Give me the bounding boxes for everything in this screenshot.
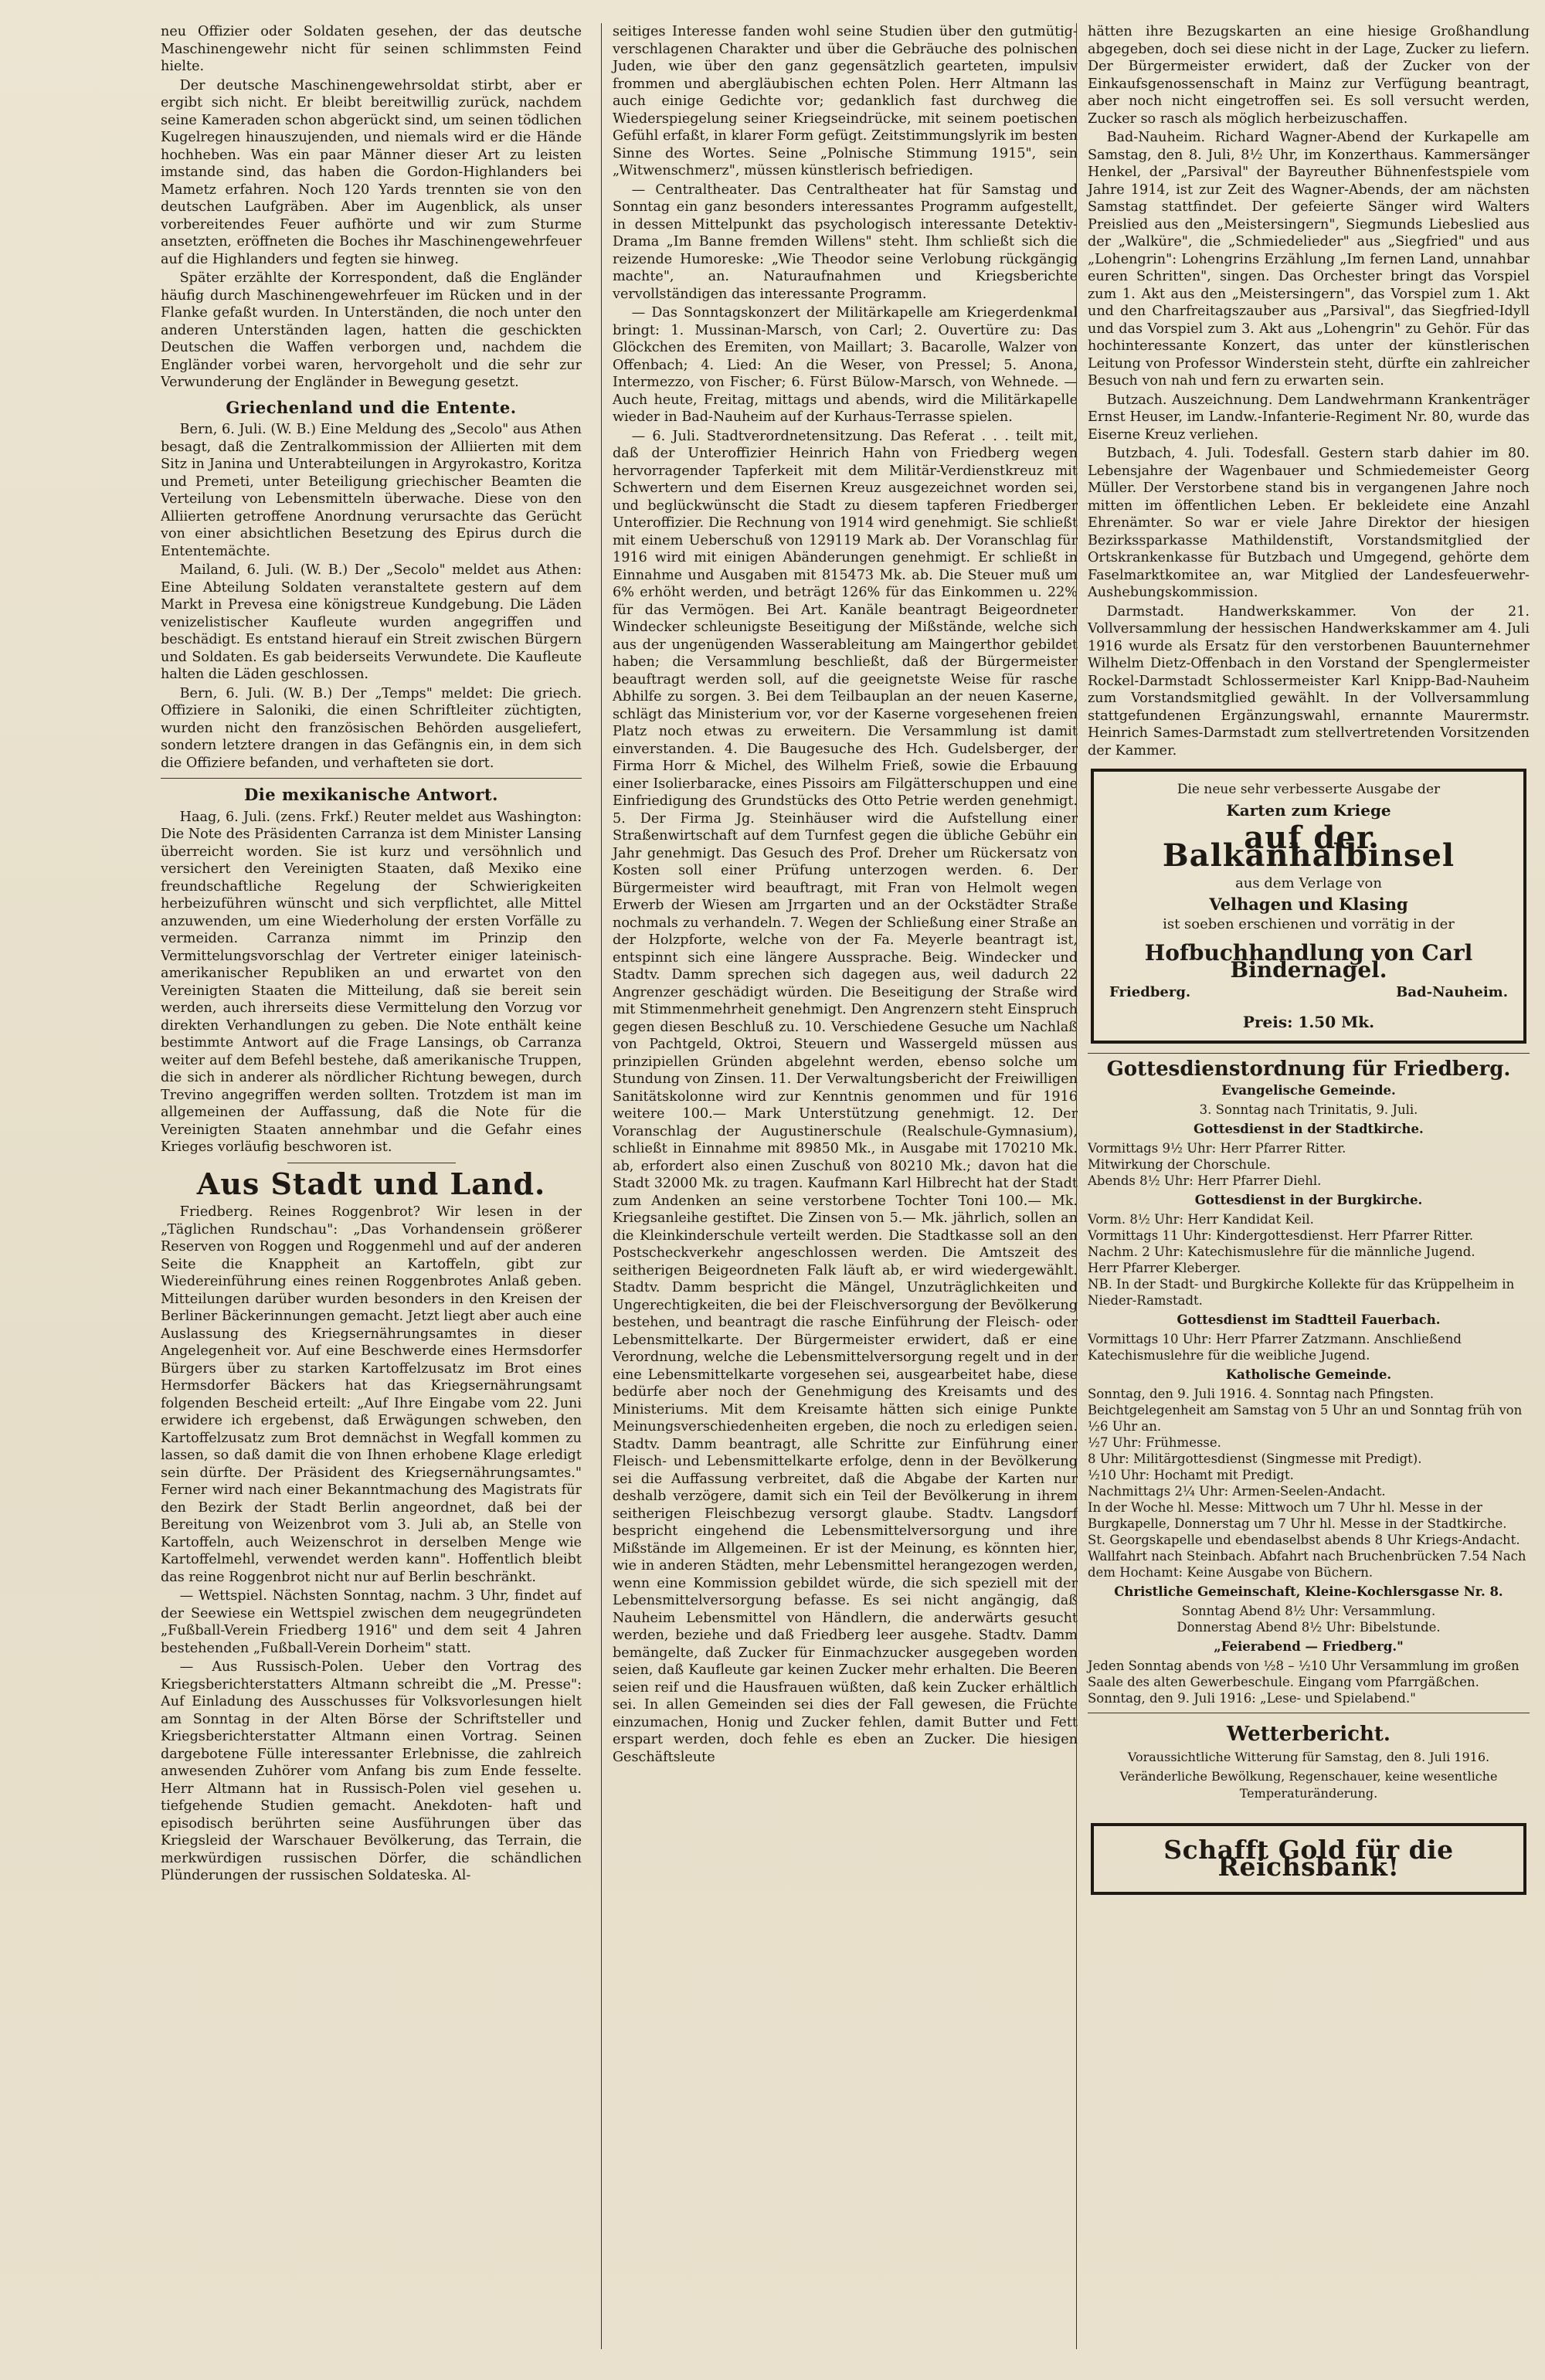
schedule-line: ½7 Uhr: Frühmesse. [1088,1434,1221,1450]
schedule-line: 3. Sonntag nach Trinitatis, 9. Juli. [1199,1102,1418,1117]
schedule-line: Abends 8½ Uhr: Herr Pfarrer Diehl. [1088,1173,1322,1188]
schedule-title: Gottesdienstordnung für Friedberg. [1106,1057,1511,1081]
schedule-subheading: Katholische Gemeinde. [1225,1367,1392,1382]
schedule-line: Herr Pfarrer Kleberger. [1088,1260,1241,1275]
ad-price: Preis: 1.50 Mk. [1242,1013,1375,1031]
article-text: — Das Sonntagskonzert der Militärkapelle am Kriegerdenkmal bringt: 1. Mussinan-Marsch, von Carl; 2. Ouvertüre zu: Das Glöckchen des Eremiten, von Maillart; 3. Bacarolle, Walzer von Offenbach; 4. Lied: An die Weser, von Pressel; 5. Anona, Intermezzo, von Fischer; 6. Fürst Bülow-Marsch, von Wehnede. — Auch heute, Freitag, mittags und abends, wird die Militärkapelle wieder in Bad-Nauheim auf der Kurhaus-Terrasse spielen. [613,305,1078,425]
column-3 [1076,23,1530,2349]
article-text: Mailand, 6. Juli. (W. B.) Der „Secolo" meldet aus Athen: Eine Abteilung Soldaten veranstaltete gestern auf dem Markt in Prevesa eine königstreue Kundgebung. Die Läden venizelistischer Kaufleute wurden angegriffen und beschädigt. Es entstand hierauf ein Streit zwischen Bürgern und Soldaten. Es gab beiderseits Verwundete. Die Kaufleute halten die Läden geschlossen. [161,562,582,682]
ad-line: Die neue sehr verbesserte Ausgabe der [1177,782,1441,797]
article-text: Bern, 6. Juli. (W. B.) Der „Temps" meldet: Die griech. Offiziere in Saloniki, die einen Schriftleiter züchtigten, wurden nicht den französischen Behörden ausgeliefert, sondern letztere drangen in das Gefängnis ein, in dem sich die Offiziere befanden, und verhafteten sie dort. [161,685,582,771]
article-text: Der deutsche Maschinengewehrsoldat stirbt, aber er ergibt sich nicht. Er bleibt bereitwillig zurück, nachdem seine Kameraden schon abgerückt sind, um seinen tödlichen Kugelregen hinauszujenden, und niemals wird er die Hände hochheben. Was ein paar Männer dieser Art zu leisten imstande sind, das haben die Gordon-Highlanders bei Mametz erfahren. Noch 120 Yards trennten sie von den deutschen Laufgräben. Aber im Augenblick, als unser vorbereitendes Feuer aufhörte und wir zum Sturme ansetzten, eröffneten die Boches ihr Maschinengewehrfeuer auf die Highlanders und fegten sie hinweg. [161,77,582,267]
column-1 [161,23,582,2349]
ad-line: Hofbuchhandlung von Carl Bindernagel. [1144,939,1473,983]
ad-line: Karten zum Kriege [1226,800,1391,820]
ad-line: aus dem Verlage von [1235,875,1382,891]
article-text: neu Offizier oder Soldaten gesehen, der das deutsche Maschinengewehr nicht für seinen schlimmsten Feind hielte. [161,24,582,74]
article-text: Bad-Nauheim. Richard Wagner-Abend der Kurkapelle am Samstag, den 8. Juli, 8½ Uhr, im Konzerthaus. Kammersänger Henkel, der „Parsival" der Bayreuther Bühnenfestspiele vom Jahre 1914, ist zur Zeit des Wagner-Abends, der am nächsten Samstag stattfindet. Der gefeierte Sänger wird Walters Preislied aus den „Meistersingern", Siegmunds Liebeslied aus der „Walküre", die „Schmiedelieder" aus „Siegfried" und aus „Lohengrin": Lohengrins Erzählung „Im fernen Land, unnahbar euren Schritten", singen. Das Orchester bringt das Vorspiel zum 1. Akt aus den „Meistersingern", das Vorspiel zum 1. Akt und den Charfreitagszauber aus „Parsival", das Siegfried-Idyll und das Vorspiel zum 3. Akt aus „Lohengrin" zu Gehör. Für das hochinteressante Konzert, das unter der künstlerischen Leitung von Professor Winderstein steht, dürfte ein zahlreicher Besuch von nah und fern zu erwarten sein. [1088,130,1530,389]
article-text: Friedberg. Reines Roggenbrot? Wir lesen in der „Täglichen Rundschau": „Das Vorhandensein größerer Reserven von Roggen und Roggenmehl und auf der anderen Seite die Knappheit an Kartoffeln, gibt zur Wiedereinführung eines reinen Roggenbrotes Anlaß geben. Mitteilungen darüber wurden besonders in den Kreisen der Berliner Bäckerinnungen gemacht. Jetzt liegt aber auch eine Auslassung des Kriegsernährungsamtes in dieser Angelegenheit vor. Auf eine Beschwerde eines Hermsdorfer Bürgers über zu starken Kartoffelzusatz im Brot eines Hermsdorfer Bäckers hat das Kriegsernährungsamt folgenden Bescheid erteilt: „Auf Ihre Eingabe vom 22. Juni erwidere ich ergebenst, daß Erwägungen schweben, den Kartoffelzusatz zum Brot demnächst in Wegfall kommen zu lassen, so daß damit die von Ihnen erhobene Klage erledigt sein dürfte. Der Präsident des Kriegsernährungsamtes." Ferner wird nach einer Bekanntmachung des Magistrats für den Bezirk der Stadt Berlin angeordnet, daß bei der Bereitung von Weizenbrot vom 3. Juli ab, an Stelle von Kartoffeln, auch Weizenschrot in derselben Menge wie Kartoffelmehl, verwendet werden kann". Hoffentlich bleibt das reine Roggenbrot nicht nur auf Berlin beschränkt. [161,1204,582,1585]
article-text: Butzbach, 4. Juli. Todesfall. Gestern starb dahier im 80. Lebensjahre der Wagenbauer und Schmiedemeister Georg Müller. Der Verstorbene stand bis in vergangenen Jahre noch mitten im öffentlichen Leben. Er bekleidete eine Anzahl Ehrenämter. So war er viele Jahre Direktor der hiesigen Bezirkssparkasse Mathildenstift, Vorstandsmitglied der Ortskrankenkasse für Butzbach und Umgegend, gehörte dem Faselmarktkomitee an, war Mitglied der Landesfeuerwehr-Aushebungskommission. [1088,446,1530,600]
ad-location: Friedberg. [1109,983,1191,1000]
weather-report [1088,1722,1530,1803]
schedule-line: Vorm. 8½ Uhr: Herr Kandidat Keil. [1088,1211,1314,1227]
schedule-line: Sonntag, den 9. Juli 1916: „Lese- und Spielabend." [1088,1690,1416,1706]
article-text: Butzach. Auszeichnung. Dem Landwehrmann Krankenträger Ernst Heuser, im Landw.-Infanterie-Regiment Nr. 80, wurde das Eiserne Kreuz verliehen. [1088,392,1530,443]
schedule-line: Donnerstag Abend 8½ Uhr: Bibelstunde. [1177,1619,1441,1635]
reichsbank-appeal-box: Schafft Gold für die Reichsbank! [1091,1823,1526,1895]
schedule-subheading: Gottesdienst in der Burgkirche. [1194,1192,1423,1207]
ad-line: Velhagen und Klasing [1209,894,1408,914]
article-text: — Aus Russisch-Polen. Ueber den Vortrag des Kriegsberichterstatters Altmann schreibt die „M. Presse": Auf Einladung des Ausschusses für Volksvorlesungen hielt am Sonntag in der Alten Börse der Schriftsteller und Kriegsberichterstatter Altmann einen Vortrag. Seinen dargebotene Fülle interessanter Erlebnisse, die zahlreich anwesenden Zuhörer vom Anfang bis zum Ende fesselte. Herr Altmann hat in Russisch-Polen viel gesehen u. tiefgehende Studien gemacht. Anekdoten- haft und episodisch berührten seine Ausführungen über das Kriegsleid der Warschauer Bevölkerung, das Terrain, die merkwürdigen russischen Dörfer, die schändlichen Plünderungen der russischen Soldateska. Al- [161,1659,582,1883]
schedule-subheading: Gottesdienst in der Stadtkirche. [1194,1121,1424,1136]
schedule-line: NB. In der Stadt- und Burgkirche Kollekte für das Krüppelheim in Nieder-Ramstadt. [1088,1276,1515,1308]
schedule-line: Jeden Sonntag abends von ½8 – ½10 Uhr Versammlung im großen Saale des alten Gewerbeschule. Eingang vom Pfarrgäßchen. [1088,1658,1520,1689]
ad-headline: auf der Balkanhalbinsel [1162,820,1455,874]
divider [1088,1053,1530,1054]
article-text: Haag, 6. Juli. (zens. Frkf.) Reuter meldet aus Washington: Die Note des Präsidenten Carranza ist dem Minister Lansing überreicht worden. Sie ist kurz und versöhnlich und versichert den Vereinigten Staaten, daß Mexiko eine freundschaftliche Regelung der Schwierigkeiten herbeizuführen wünscht und sich verpflichtet, alle Mittel anzuwenden, um eine Wiederholung der ersten Vorfälle zu vermeiden. Carranza nimmt im Prinzip den Vermittelungsvorschlag der Vertreter einiger lateinisch-amerikanischer Republiken an und erwartet von den Vereinigten Staaten die Mitteilung, daß sie bereit sein werden, auch ihrerseits diese Vermittelung den Vorzug vor direkten Verhandlungen zu geben. Die Note enthält keine bestimmte Antwort auf die Frage Lansings, ob Carranza weiter auf dem Befehl bestehe, daß amerikanische Truppen, die sich in anderer als nördlicher Richtung bewegen, durch Trevino angegriffen werden sollten. Trotzdem ist man im allgemeinen der Auffassung, daß die Note für die Vereinigten Staaten annehmbar und die Gefahr eines Krieges vorläufig beschworen ist. [161,809,582,1155]
schedule-line: 8 Uhr: Militärgottesdienst (Singmesse mit Predigt). [1088,1451,1422,1466]
schedule-line: Vormittags 11 Uhr: Kindergottesdienst. Herr Pfarrer Ritter. [1088,1227,1474,1243]
schedule-line: Mitwirkung der Chorschule. [1088,1156,1271,1172]
ad-line: ist soeben erschienen und vorrätig in der [1163,916,1455,932]
schedule-line: Vormittags 10 Uhr: Herr Pfarrer Zatzmann. Anschließend Katechismuslehre für die weibliche Jugend. [1088,1331,1462,1363]
section-heading: Griechenland und die Entente. [226,397,517,417]
schedule-subheading: Christliche Gemeinschaft, Kleine-Kochlersgasse Nr. 8. [1114,1584,1503,1599]
article-text: — Wettspiel. Nächsten Sonntag, nachm. 3 Uhr, findet auf der Seewiese ein Wettspiel zwischen dem neugegründeten „Fußball-Verein Friedberg 1916" und dem seit 4 Jahren bestehenden „Fußball-Verein Dorheim" statt. [161,1588,582,1656]
article-text: Später erzählte der Korrespondent, daß die Engländer häufig durch Maschinengewehrfeuer im Rücken und in der Flanke gefaßt wurden. In Unterständen, die noch unter den anderen Unterständen lagen, hatten die geschickten Deutschen die Waffen verborgen und, nachdem die Engländer vorbei waren, hervorgeholt und die sehr zur Verwunderung der Engländer in Bewegung gesetzt. [161,270,582,390]
weather-line: Veränderliche Bewölkung, Regenschauer, keine wesentliche Temperaturänderung. [1119,1768,1498,1801]
schedule-subheading: „Feierabend — Friedberg." [1214,1638,1404,1654]
advertisement-balkan-map [1091,769,1526,1044]
schedule-subheading: Evangelische Gemeinde. [1221,1082,1396,1098]
schedule-line: ½10 Uhr: Hochamt mit Predigt. [1088,1467,1294,1482]
ad-location: Bad-Nauheim. [1396,983,1508,1000]
schedule-line: Wallfahrt nach Steinbach. Abfahrt nach Bruchenbrücken 7.54 Nach dem Hochamt: Keine Ausgabe von Büchern. [1088,1548,1526,1580]
column-2 [601,23,1078,2349]
article-text: — Centraltheater. Das Centraltheater hat für Samstag und Sonntag ein ganz besonders interessantes Programm aufgestellt, in dessen Mittelpunkt das psychologisch interessante Detektiv-Drama „Im Banne fremden Willens" steht. Ihm schließt sich die reizende Humoreske: „Wie Theodor seine Verlobung rückgängig machte", an. Naturaufnahmen und Kriegsberichte vervollständigen das interessante Programm. [613,182,1078,302]
weather-line: Voraussichtliche Witterung für Samstag, den 8. Juli 1916. [1127,1750,1490,1764]
article-text: Bern, 6. Juli. (W. B.) Eine Meldung des „Secolo" aus Athen besagt, daß die Zentralkommission der Alliierten mit dem Sitz in Janina und Unterabteilungen in Argyrokastro, Koritza und Premeti, unter Beteiligung griechischer Beamten die Verteilung von Lebensmitteln überwache. Diese von den Alliierten getroffene Anordnung verursachte das Gerücht von einer absichtlichen Besetzung des Epirus durch die Ententemächte. [161,422,582,559]
schedule-line: St. Georgskapelle und ebendaselbst abends 8 Uhr Kriegs-Andacht. [1088,1532,1520,1547]
section-title: Aus Stadt und Land. [196,1166,546,1201]
schedule-line: Nachm. 2 Uhr: Katechismuslehre für die männliche Jugend. [1088,1244,1475,1259]
church-schedule [1088,1057,1530,1706]
schedule-line: In der Woche hl. Messe: Mittwoch um 7 Uhr hl. Messe in der Burgkapelle, Donnerstag um 7 Uhr hl. Messe in der Stadtkirche. [1088,1499,1507,1531]
article-text: seitiges Interesse fanden wohl seine Studien über den gutmütig-verschlagenen Charakter und über die Gebräuche des polnischen Juden, wie über den ganz gegensätzlich gearteten, impulsiv frommen und abergläubischen echten Polen. Herr Altmann las auch einige Gedichte vor; gedanklich fast durchweg die Wiederspiegelung seiner Kriegseindrücke, mit seinem poetischen Gefühl erfaßt, in klarer Form gefügt. Zeitstimmungslyrik im besten Sinne des Wortes. Seine „Polnische Stimmung 1915", sein „Witwenschmerz", müssen künstlerisch befriedigen. [613,24,1078,178]
schedule-line: Sonntag, den 9. Juli 1916. 4. Sonntag nach Pfingsten. [1088,1386,1435,1401]
schedule-subheading: Gottesdienst im Stadtteil Fauerbach. [1177,1312,1441,1327]
divider [161,778,582,779]
section-heading: Die mexikanische Antwort. [244,785,498,804]
ad-locations [1102,984,1516,1002]
schedule-line: Sonntag Abend 8½ Uhr: Versammlung. [1181,1603,1436,1618]
schedule-line: Vormittags 9½ Uhr: Herr Pfarrer Ritter. [1088,1140,1346,1156]
schedule-line: Nachmittags 2¼ Uhr: Armen-Seelen-Andacht. [1088,1483,1386,1499]
article-text: — 6. Juli. Stadtverordnetensitzung. Das Referat . . . teilt mit, daß der Unteroffizier Heinrich Hahn von Friedberg wegen hervorragender Tapferkeit mit dem Militär-Verdienstkreuz mit Schwertern und dem Eisernen Kreuz ausgezeichnet worden sei, und beglückwünscht die Stadt zu diesem tapferen Friedberger Unteroffizier. Die Rechnung von 1914 wird genehmigt. Sie schließt mit einem Ueberschuß von 129119 Mark ab. Der Voranschlag für 1916 wird mit einigen Abänderungen genehmigt. Er schließt in Einnahme und Ausgaben mit 815473 Mk. ab. Die Steuer muß um 6% erhöht werden, und beträgt 126% für das Einkommen u. 22% für das Vermögen. Bei Art. Kanäle beantragt Beigeordneter Windecker schleunigste Beseitigung der Mißstände, welche sich aus der ungenügenden Wasserableitung am Maingerthor gebildet haben; die Versammlung beschließt, daß der Bürgermeister beauftragt werden soll, auf die geeignetste Weise für rasche Abhilfe zu sorgen. 3. Bei dem Teilbauplan an der neuen Kaserne, schlägt das Ministerium vor, vor der Kaserne vorgesehenen freien Platz noch etwas zu erweitern. Die Versammlung ist damit einverstanden. 4. Die Baugesuche des Hch. Gudelsberger, der Firma Horr & Michel, des Wilhelm Frieß, sowie die Erbauung einer Isolierbaracke, eines Pissoirs am Filgätterschuppen und eine Einfriedigung des Grundstücks des Otto Petrie werden genehmigt. 5. Der Firma Jg. Steinhäuser wird die Aufstellung einer Straßenwirtschaft auf dem Turnfest gegen die übliche Gebühr ein Jahr genehmigt. Das Gesuch des Prof. Dreher um Rückersatz von Kosten soll einer Prüfung unterzogen werden. 6. Der Bürgermeister wird beauftragt, mit Fran von Helmolt wegen Erwerb der Wiesen am Jrrgarten und an der Ockstädter Straße nochmals zu verhandeln. 7. Wegen der Schließung einer Straße an der Holzpforte, welche von der Fa. Meyerle beantragt ist, entspinnt sich eine längere Aussprache. Beig. Windecker und Stadtv. Damm sprechen sich dagegen aus, weil dadurch 22 Angrenzer geschädigt würden. Die Beseitigung der Straße wird mit Stimmenmehrheit genehmigt. Den Angrenzern steht Einspruch gegen diesen Beschluß zu. 10. Verschiedene Gesuche um Nachlaß von Pachtgeld, Oktroi, Steuern und Wassergeld müssen aus prinzipiellen Gründen abgelehnt werden, ebenso solche um Stundung von Zinsen. 11. Der Verwaltungsbericht der Freiwilligen Sanitätskolonne wird zur Kenntnis genommen und für 1916 weitere 100.— Mark Unterstützung genehmigt. 12. Der Voranschlag der Augustinerschule (Realschule-Gymnasium), schließt in Einnahme mit 89850 Mk., in Ausgabe mit 170210 Mk. ab, erfordert also einen Zuschuß von 80210 Mk.; davon hat die Stadt 32000 Mk. zu tragen. Kaufmann Karl Hilbrecht hat der Stadt zum Andenken an seine verstorbene Tochter Toni 100.— Mk. Kriegsanleihe gestiftet. Die Zinsen von 5.— Mk. jährlich, sollen an die Kleinkinderschule verteilt werden. Die Stadtkasse soll an den Postscheckverkehr angeschlossen werden. Die Amtszeit des seitherigen Beigeordneten Falk läuft ab, er wird wiedergewählt. Stadtv. Damm bespricht die Mängel, Unzuträglichkeiten und Ungerechtigkeiten, die bei der Fleischversorgung der Bevölkerung bestehen, und beantragt die rasche Einführung der Fleisch- oder Lebensmittelkarte. Der Bürgermeister erwidert, daß er eine Verordnung, welche die Lebensmittelversorgung regelt und in der eine Lebensmittelkarte vorgesehen sei, ausgearbeitet habe, diese bedürfe aber noch der Genehmigung des Kreisamts und des Ministeriums. Mit dem Kreisamte hätten sich einige Punkte Meinungsverschiedenheiten ergeben, die noch zu erledigen seien. Stadtv. Damm beantragt, alle Schritte zur Einführung einer Fleisch- und Lebensmittelkarte erfolge, denn in der Bevölkerung sei die Auffassung verbreitet, daß die Abgabe der Karten nur deshalb verzögere, damit sich ein Teil der Bevölkerung in ihrem seitherigen Fleischbezug versorgt glaube. Stadtv. Langsdorf bespricht eingehend die Lebensmittelversorgung und ihre Mißstände im Allgemeinen. Er ist der Meinung, es könnten hier, wie in anderen Städten, mehr Lebensmittel herangezogen werden, wenn eine Kommission gebildet würde, die sich speziell mit der Lebensmittelversorgung befasse. Es sei nicht angängig, daß Nauheim Lebensmittel von Händlern, die anderwärts gesucht werden, beziehe und daß Friedberg leer ausgehe. Stadtv. Damm bemängelte, daß Zucker für Einmachzucker ausgegeben worden seien, daß Kaufleute gar keinen Zucker mehr erhalten. Die Beeren seien reif und die Hausfrauen wüßten, daß kein Zucker erhältlich sei. In allen Gemeinden sei dies der Fall gewesen, die Früchte einzumachen, Honig und Zucker fehlen, damit Butter und Fett erspart werden, doch fehle es eben an Zucker. Die hiesigen Geschäftsleute [613,428,1078,1765]
weather-title: Wetterbericht. [1227,1722,1390,1746]
article-text: Darmstadt. Handwerkskammer. Von der 21. Vollversammlung der hessischen Handwerkskammer am 4. Juli 1916 wurde als Ersatz für den verstorbenen Bauunternehmer Wilhelm Dietz-Offenbach in den Vorstand der Spenglermeister Rockel-Darmstadt Schlossermeister Karl Knipp-Bad-Nauheim zum Vorstandsmitglied gewählt. In der Vollversammlung stattgefundenen Ergänzungswahl, ernannte Maurermstr. Heinrich Sames-Darmstadt zum stellvertretenden Vorsitzenden der Kammer. [1088,603,1530,759]
schedule-line: Beichtgelegenheit am Samstag von 5 Uhr an und Sonntag früh von ½6 Uhr an. [1088,1402,1523,1434]
article-text: hätten ihre Bezugskarten an eine hiesige Großhandlung abgegeben, doch sei diese nicht in der Lage, Zucker zu liefern. Der Bürgermeister erwidert, daß der Zucker von der Einkaufsgenossenschaft in Mainz zur Verfügung beantragt, aber noch nicht eingetroffen sei. Es soll versucht werden, Zucker so rasch als möglich herbeizuschaffen. [1088,24,1530,127]
